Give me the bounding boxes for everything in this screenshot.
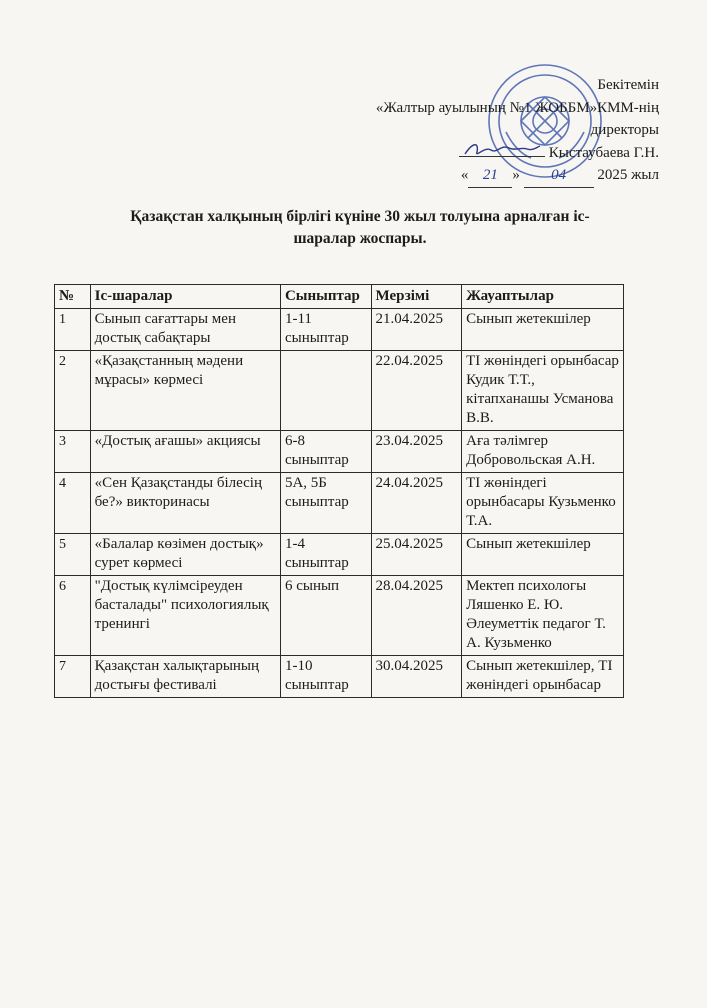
table-row <box>55 534 624 576</box>
cell-responsible: Сынып жетекшілер, ТІ жөніндегі орынбасар <box>462 656 624 698</box>
cell-date: 25.04.2025 <box>371 534 462 576</box>
director-signature-line <box>376 142 659 165</box>
cell-grades: 5А, 5Б сыныптар <box>280 473 371 534</box>
document-title: Қазақстан халқының бірлігі күніне 30 жыл толуына арналған іс-шаралар жоспары. <box>130 208 590 247</box>
header-grades: Сыныптар <box>280 285 371 309</box>
table-row <box>55 431 624 473</box>
cell-responsible: Аға тәлімгер Добровольская А.Н. <box>462 431 624 473</box>
cell-date: 24.04.2025 <box>371 473 462 534</box>
cell-event: «Достық ағашы» акциясы <box>90 431 280 473</box>
cell-number: 1 <box>55 309 91 351</box>
cell-grades <box>280 351 371 431</box>
cell-date: 30.04.2025 <box>371 656 462 698</box>
table-row <box>55 656 624 698</box>
approve-word: Бекітемін <box>597 77 659 93</box>
cell-responsible: ТІ жөніндегі орынбасар Кудик Т.Т., кітапханашы Усманова В.В. <box>462 351 624 431</box>
date-year: 2025 жыл <box>597 167 659 183</box>
cell-number: 6 <box>55 576 91 656</box>
date-day: 21 <box>468 164 512 188</box>
cell-event: Сынып сағаттары мен достық сабақтары <box>90 309 280 351</box>
header-responsible: Жауаптылар <box>462 285 624 309</box>
organization-line: «Жалтыр ауылының №1 ЖОББМ»КММ-нің <box>375 99 659 116</box>
cell-grades: 1-10 сыныптар <box>280 656 371 698</box>
cell-grades: 6 сынып <box>280 576 371 656</box>
position-line: директоры <box>590 122 659 138</box>
cell-event: «Балалар көзімен достық» сурет көрмесі <box>90 534 280 576</box>
cell-number: 7 <box>55 656 91 698</box>
cell-responsible: Сынып жетекшілер <box>462 309 624 351</box>
cell-event: Қазақстан халықтарының достығы фестивалі <box>90 656 280 698</box>
cell-date: 23.04.2025 <box>371 431 462 473</box>
cell-grades: 6-8 сыныптар <box>280 431 371 473</box>
table-row <box>55 576 624 656</box>
cell-date: 22.04.2025 <box>371 351 462 431</box>
cell-grades: 1-11 сыныптар <box>280 309 371 351</box>
cell-number: 3 <box>55 431 91 473</box>
header-date: Мерзімі <box>371 285 462 309</box>
header-event: Іс-шаралар <box>90 285 280 309</box>
cell-date: 28.04.2025 <box>371 576 462 656</box>
approval-block <box>376 74 659 188</box>
approval-date: « 21 » 04 2025 жыл <box>376 164 659 188</box>
cell-event: «Қазақстанның мәдени мұрасы» көрмесі <box>90 351 280 431</box>
cell-event: "Достық күлімсіреуден басталады" психологиялық тренингі <box>90 576 280 656</box>
cell-responsible: Мектеп психологы Ляшенко Е. Ю. Әлеуметтік педагог Т. А. Кузьменко <box>462 576 624 656</box>
handwritten-signature <box>463 138 541 160</box>
table-row <box>55 351 624 431</box>
table-row <box>55 473 624 534</box>
director-name: Кыстаубаева Г.Н. <box>548 144 659 161</box>
table-row <box>55 309 624 351</box>
cell-date: 21.04.2025 <box>371 309 462 351</box>
signature-underline <box>459 142 545 157</box>
cell-number: 2 <box>55 351 91 431</box>
cell-responsible: ТІ жөніндегі орынбасары Кузьменко Т.А. <box>462 473 624 534</box>
cell-number: 5 <box>55 534 91 576</box>
events-table <box>54 284 624 698</box>
header-number: № <box>55 285 91 309</box>
date-month: 04 <box>524 164 594 188</box>
cell-number: 4 <box>55 473 91 534</box>
cell-event: «Сен Қазақстанды білесің бе?» викторинасы <box>90 473 280 534</box>
table-header-row <box>55 285 624 309</box>
cell-grades: 1-4 сыныптар <box>280 534 371 576</box>
cell-responsible: Сынып жетекшілер <box>462 534 624 576</box>
